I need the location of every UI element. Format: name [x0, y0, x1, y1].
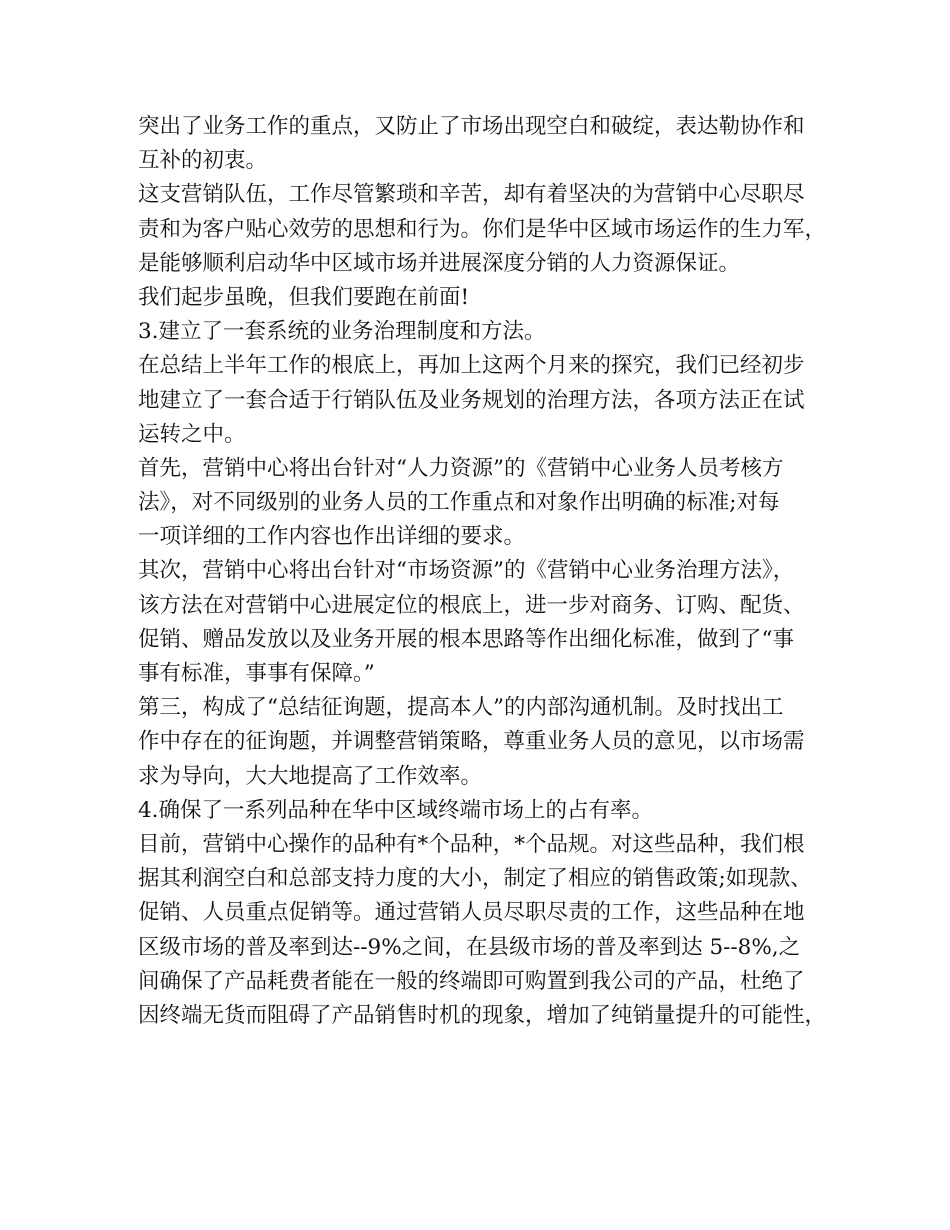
- text-line: 是能够顺利启动华中区域市场并进展深度分销的人力资源保证。: [138, 250, 741, 276]
- text-line: 一项详细的工作内容也作出详细的要求。: [138, 524, 526, 550]
- text-line: 促销、赠品发放以及业务开展的根本思路等作出细化标准，做到了“事: [138, 626, 794, 652]
- text-line: 作中存在的征询题，并调整营销策略，尊重业务人员的意见，以市场需: [138, 729, 805, 755]
- document-body: [138, 110, 827, 1033]
- text-line: 目前，营销中心操作的品种有*个品种，*个品规。对这些品种，我们根: [138, 831, 805, 857]
- text-line: 互补的初衷。: [138, 148, 268, 174]
- text-line: 因终端无货而阻碍了产品销售时机的现象，增加了纯销量提升的可能性，: [138, 1002, 827, 1028]
- text-line: 地建立了一套合适于行销队伍及业务规划的治理方法，各项方法正在试: [138, 387, 805, 413]
- text-line: 求为导向，大大地提高了工作效率。: [138, 763, 483, 789]
- text-line: 促销、人员重点促销等。通过营销人员尽职尽责的工作，这些品种在地: [138, 900, 805, 926]
- text-line: 运转之中。: [138, 421, 246, 447]
- text-line: 间确保了产品耗费者能在一般的终端即可购置到我公司的产品，杜绝了: [138, 968, 805, 994]
- text-line: 区级市场的普及率到达--9%之间，在县级市场的普及率到达 5--8%,之: [138, 934, 801, 960]
- text-line: 第三，构成了“总结征询题，提高本人”的内部沟通机制。及时找出工: [138, 695, 784, 721]
- text-line: 事有标准，事事有保障。”: [138, 661, 375, 686]
- text-line: 法》，对不同级别的业务人员的工作重点和对象作出明确的标准;对每: [138, 490, 780, 516]
- section-heading: 3.建立了一套系统的业务治理制度和方法。: [138, 319, 546, 345]
- text-line: 这支营销队伍，工作尽管繁琐和辛苦，却有着坚决的为营销中心尽职尽: [138, 182, 805, 208]
- text-line: 其次，营销中心将出台针对“市场资源”的《营销中心业务治理方法》，: [138, 558, 795, 584]
- text-line: 突出了业务工作的重点，又防止了市场出现空白和破绽，表达勒协作和: [138, 114, 805, 139]
- text-line: 责和为客户贴心效劳的思想和行为。你们是华中区域市场运作的生力军，: [138, 216, 827, 242]
- section-heading: 4.确保了一系列品种在华中区域终端市场上的占有率。: [138, 797, 654, 823]
- text-line: 该方法在对营销中心进展定位的根底上，进一步对商务、订购、配货、: [138, 592, 805, 618]
- text-line: 据其利润空白和总部支持力度的大小，制定了相应的销售政策;如现款、: [138, 866, 812, 892]
- text-line: 我们起步虽晚，但我们要跑在前面!: [138, 284, 470, 310]
- text-line: 首先，营销中心将出台针对“人力资源”的《营销中心业务人员考核方: [138, 455, 784, 481]
- text-line: 在总结上半年工作的根底上，再加上这两个月来的探究，我们已经初步: [138, 353, 805, 379]
